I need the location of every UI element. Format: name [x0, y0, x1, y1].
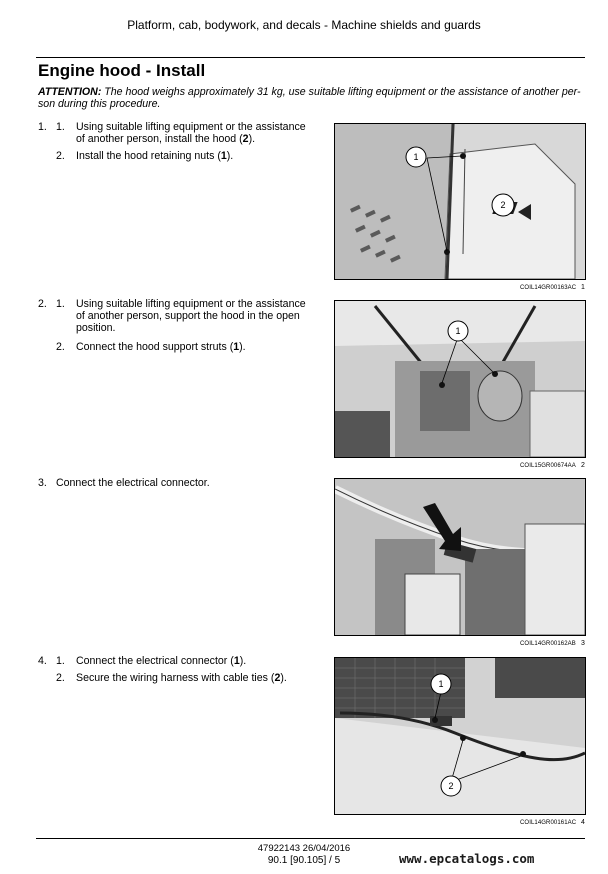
- callout-2: [492, 194, 514, 216]
- attention-text: The hood weighs approximately 31 kg, use suitable lifting equipment or the assistance of another per-: [101, 86, 581, 98]
- substep-text: [76, 298, 312, 334]
- step-number: 1.: [38, 121, 47, 133]
- svg-text:1: 1: [438, 679, 444, 689]
- figure-number: 2: [581, 462, 585, 469]
- step-2: [38, 298, 318, 368]
- svg-text:1: 1: [413, 152, 419, 162]
- substep-text-end: ).: [248, 133, 256, 145]
- substep-text-body: Connect the hood support struts (: [76, 341, 234, 353]
- attention-text-continued: son during this procedure.: [38, 98, 161, 110]
- step-number: 2.: [38, 298, 47, 310]
- figure-4-image: [334, 657, 586, 815]
- figure-caption: COIL14GR00162AB: [520, 641, 576, 647]
- figure-number: 1: [581, 284, 585, 291]
- step-4: [38, 655, 318, 685]
- substep-text-end: ).: [226, 150, 234, 162]
- substep-text: [76, 655, 312, 667]
- substep-text-body: Install the hood retaining nuts (: [76, 150, 221, 162]
- watermark: www.epcatalogs.com: [399, 851, 535, 866]
- substep-number: 1.: [56, 298, 65, 310]
- callout-2: [441, 776, 461, 796]
- footer-doc-code: 47922143 26/04/2016: [257, 843, 351, 854]
- attention-label: ATTENTION:: [38, 86, 102, 98]
- figure-3-image: [334, 478, 586, 636]
- substep-number: 2.: [56, 672, 65, 684]
- substep-number: 2.: [56, 341, 65, 353]
- callout-1: [431, 674, 451, 694]
- substep-text-body: Connect the electrical connector (: [76, 655, 234, 667]
- substep-text-body: Using suitable lifting equipment or the assistance of another person, support the hood in the open position.: [76, 298, 306, 334]
- step-number: 3.: [38, 477, 47, 489]
- figure-number: 3: [581, 640, 585, 647]
- footer-rule: [36, 838, 585, 839]
- substep-text-body: Using suitable lifting equipment or the assistance of another person, install the hood (: [76, 121, 306, 145]
- attention-note: [38, 86, 588, 110]
- figure-caption: COIL15GR00674AA: [520, 463, 576, 469]
- substep-text: [76, 121, 312, 145]
- figure-caption: COIL14GR00163AC: [520, 285, 577, 291]
- part-ref: 1: [233, 341, 240, 353]
- part-ref: 1: [233, 655, 240, 667]
- svg-text:1: 1: [455, 326, 461, 336]
- callout-1: [448, 321, 468, 341]
- footer-page-number: 90.1 [90.105] / 5: [267, 855, 341, 866]
- substep-text-body: Secure the wiring harness with cable ties (: [76, 672, 275, 684]
- running-header: Platform, cab, bodywork, and decals - Machine shields and guards: [127, 18, 481, 32]
- svg-text:2: 2: [500, 200, 506, 210]
- svg-text:2: 2: [448, 781, 454, 791]
- figure-2-image: [334, 300, 586, 458]
- callout-1: [406, 147, 426, 167]
- part-ref: 2: [242, 133, 249, 145]
- substep-text-end: ).: [239, 341, 246, 353]
- substep-number: 2.: [56, 150, 65, 162]
- substep-text: [76, 672, 312, 684]
- figure-number: 4: [581, 819, 585, 826]
- figure-caption: COIL14GR00161AC: [520, 820, 577, 826]
- substep-number: 1.: [56, 655, 65, 667]
- part-ref: 1: [220, 150, 227, 162]
- step-1: [38, 121, 318, 181]
- substep-text: [76, 341, 312, 353]
- step-number: 4.: [38, 655, 47, 667]
- substep-text: [76, 150, 312, 162]
- page-title: Engine hood - Install: [38, 61, 206, 80]
- step-text: Connect the electrical connector.: [56, 477, 210, 489]
- substep-text-end: ).: [280, 672, 287, 684]
- substep-number: 1.: [56, 121, 65, 133]
- substep-text-end: ).: [239, 655, 247, 667]
- part-ref: 2: [274, 672, 281, 684]
- header-rule: [36, 57, 585, 58]
- figure-1-image: [334, 123, 586, 280]
